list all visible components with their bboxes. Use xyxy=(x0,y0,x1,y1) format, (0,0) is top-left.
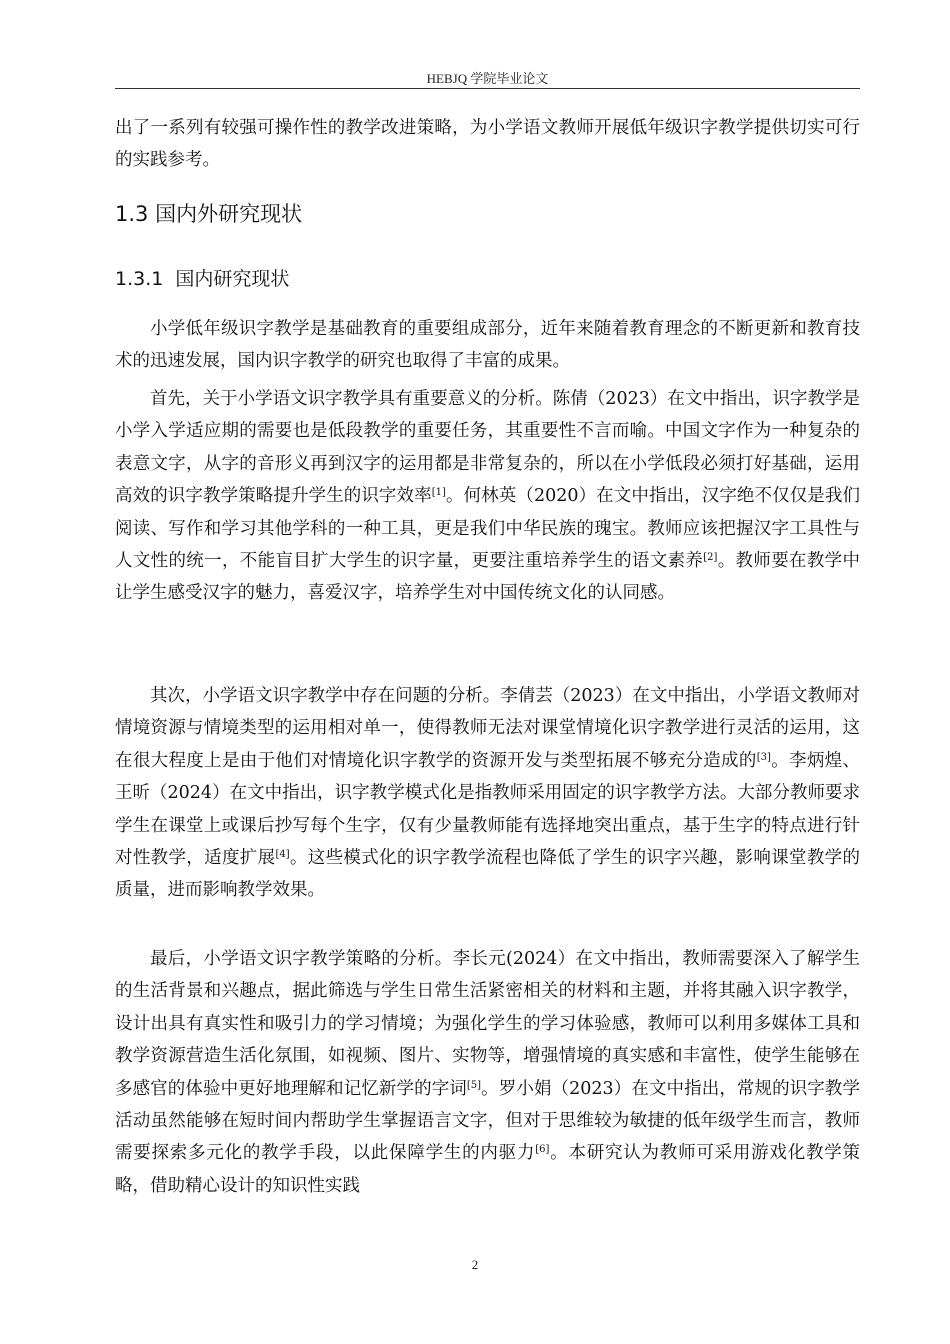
paragraph-intro: 小学低年级识字教学是基础教育的重要组成部分，近年来随着教育理念的不断更新和教育技术的迅速发展，国内识字教学的研究也取得了丰富的成果。 xyxy=(115,319,860,372)
citation-ref[interactable]: [4] xyxy=(275,849,290,861)
paragraph-significance xyxy=(115,383,860,610)
citation-ref[interactable]: [2] xyxy=(703,552,718,564)
paragraph-text: 。这些模式化的识字教学流程也降低了学生的识字兴趣，影响课堂教学的质量，进而影响教学效果。 xyxy=(115,848,861,901)
citation-ref[interactable]: [1] xyxy=(431,487,446,499)
paragraph-text: 其次，小学语文识字教学中存在问题的分析。李倩芸（2023）在文中指出，小学语文教师对情境资源与情境类型的运用相对单一，使得教师无法对课堂情境化识字教学进行灵活的运用，这在很大程度上是由于他们对情境化识字教学的资源开发与类型拓展不够充分造成的 xyxy=(115,686,860,771)
paragraph-strategies xyxy=(115,943,860,1202)
paragraph-text: 。李炳煌、王昕（2024）在文中指出，识字教学模式化是指教师采用固定的识字教学方法。大部分教师要求学生在课堂上或课后抄写每个生字，仅有少量教师能有选择地突出重点，基于生字的特点进行针对性教学，适度扩展 xyxy=(115,750,861,869)
citation-ref[interactable]: [3] xyxy=(756,751,771,763)
paragraph-text: 。本研究认为教师可采用游戏化教学策略，借助精心设计的知识性实践 xyxy=(115,1143,861,1196)
paragraph-text: 。教师要在教学中让学生感受汉字的魅力，喜爱汉字，培养学生对中国传统文化的认同感。 xyxy=(115,551,861,604)
paragraph-text: 。罗小娟（2023）在文中指出，常规的识字教学活动虽然能够在短时间内帮助学生掌握语言文字，但对于思维较为敏捷的低年级学生而言，教师需要探索多元化的教学手段，以此保障学生的内驱力 xyxy=(115,1078,860,1164)
running-header: HEBJQ 学院毕业论文 xyxy=(426,71,549,86)
page-number: 2 xyxy=(471,1257,479,1272)
citation-ref[interactable]: [6] xyxy=(535,1144,550,1156)
subsection-number: 1.3.1 xyxy=(115,268,164,290)
section-heading: 1.3 国内外研究现状 xyxy=(115,202,303,226)
paragraph-text: 最后，小学语文识字教学策略的分析。李长元(2024）在文中指出，教师需要深入了解学生的生活背景和兴趣点，据此筛选与学生日常生活紧密相关的材料和主题，并将其融入识字教学，设计出具有真实性和吸引力的学习情境；为强化学生的学习体验感，教师可以利用多媒体工具和教学资源营造生活化氛围，如视频、图片、实物等，增强情境的真实感和丰富性，使学生能够在多感官的体验中更好地理解和记忆新学的字词 xyxy=(115,949,860,1099)
subsection-title: 国内研究现状 xyxy=(175,268,290,290)
paragraph-text: 。何林英（2020）在文中指出，汉字绝不仅仅是我们阅读、写作和学习其他学科的一种工具，更是我们中华民族的瑰宝。教师应该把握汉字工具性与人文性的统一，不能盲目扩大学生的识字量，更要注重培养学生的语文素养 xyxy=(115,486,860,572)
paragraph-text: 首先，关于小学语文识字教学具有重要意义的分析。陈倩（2023）在文中指出，识字教学是小学入学适应期的需要也是低段教学的重要任务，其重要性不言而喻。中国文字作为一种复杂的表意文字，从字的音形义再到汉字的运用都是非常复杂的，所以在小学低段必须打好基础，运用高效的识字教学策略提升学生的识字效率 xyxy=(115,389,860,507)
continuation-paragraph: 出了一系列有较强可操作性的教学改进策略，为小学语文教师开展低年级识字教学提供切实可行的实践参考。 xyxy=(115,118,860,171)
header-rule xyxy=(115,88,860,89)
subsection-heading xyxy=(115,262,289,296)
citation-ref[interactable]: [5] xyxy=(466,1079,482,1091)
paragraph-problems xyxy=(115,680,860,907)
